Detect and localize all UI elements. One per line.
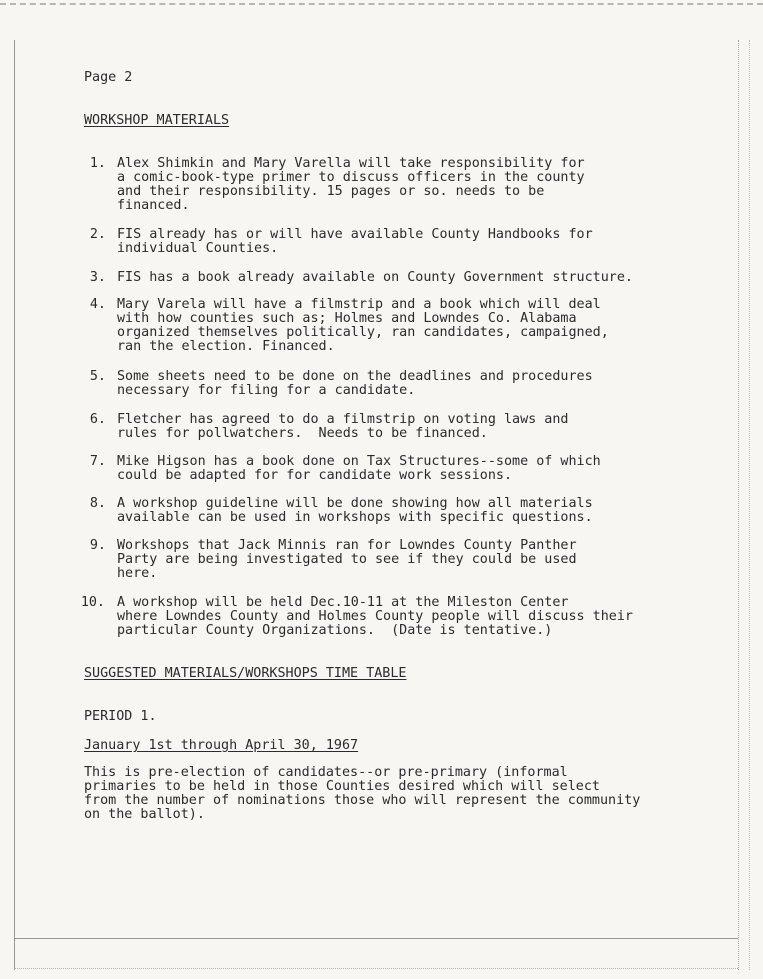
right-binding-edge [738,40,750,970]
item-line: A workshop guideline will be done showing how all materials [117,496,593,511]
item-line: available can be used in workshops with specific questions. [117,510,593,525]
item-number: 1. [89,156,106,171]
workshop-materials-heading: WORKSHOP MATERIALS [84,113,230,128]
top-edge-rule [0,3,763,5]
page-label: Page 2 [84,70,133,85]
period-label: PERIOD 1. [84,709,157,724]
item-number: 7. [89,454,106,469]
item-line: and their responsibility. 15 pages or so. needs to be [117,184,545,199]
item-line: ran the election. Financed. [117,339,335,354]
item-line: Workshops that Jack Minnis ran for Lowndes County Panther [117,538,577,553]
item-line: Party are being investigated to see if they could be used [117,552,577,567]
item-line: A workshop will be held Dec.10-11 at the Mileston Center [117,595,569,610]
item-line: FIS already has or will have available County Handbooks for [117,227,593,242]
item-line: individual Counties. [117,241,279,256]
item-line: Fletcher has agreed to do a filmstrip on voting laws and [117,412,569,427]
paragraph-line: primaries to be held in those Counties desired which will select [84,779,600,794]
item-line: financed. [117,198,190,213]
item-number: 10. [80,595,105,610]
item-line: necessary for filing for a candidate. [117,383,416,398]
bottom-rule [14,938,738,939]
period-dates: January 1st through April 30, 1967 [84,738,359,753]
item-line: Mike Higson has a book done on Tax Structures--some of which [117,454,601,469]
left-margin-line [14,40,15,970]
item-number: 4. [89,297,106,312]
paragraph-line: from the number of nominations those who will represent the community [84,793,641,808]
item-line: where Lowndes County and Holmes County people will discuss their [117,609,633,624]
paragraph-line: on the ballot). [84,807,205,822]
item-line: Alex Shimkin and Mary Varella will take responsibility for [117,156,585,171]
item-line: Some sheets need to be done on the deadlines and procedures [117,369,593,384]
item-line: organized themselves politically, ran candidates, campaigned, [117,325,609,340]
paragraph-line: This is pre-election of candidates--or pre-primary (informal [84,765,568,780]
item-line: with how counties such as; Holmes and Lowndes Co. Alabama [117,311,577,326]
item-number: 6. [89,412,106,427]
timetable-heading: SUGGESTED MATERIALS/WORKSHOPS TIME TABLE [84,666,407,681]
bottom-edge-rule [14,968,738,969]
item-number: 3. [89,270,106,285]
item-line: could be adapted for for candidate work sessions. [117,468,513,483]
item-number: 2. [89,227,106,242]
item-number: 8. [89,496,106,511]
item-number: 5. [89,369,106,384]
item-number: 9. [89,538,106,553]
item-line: Mary Varela will have a filmstrip and a book which will deal [117,297,601,312]
item-line: FIS has a book already available on County Government structure. [117,270,633,285]
item-line: a comic-book-type primer to discuss officers in the county [117,170,585,185]
item-line: here. [117,566,158,581]
item-line: particular County Organizations. (Date is tentative.) [117,623,553,638]
item-line: rules for pollwatchers. Needs to be financed. [117,426,488,441]
